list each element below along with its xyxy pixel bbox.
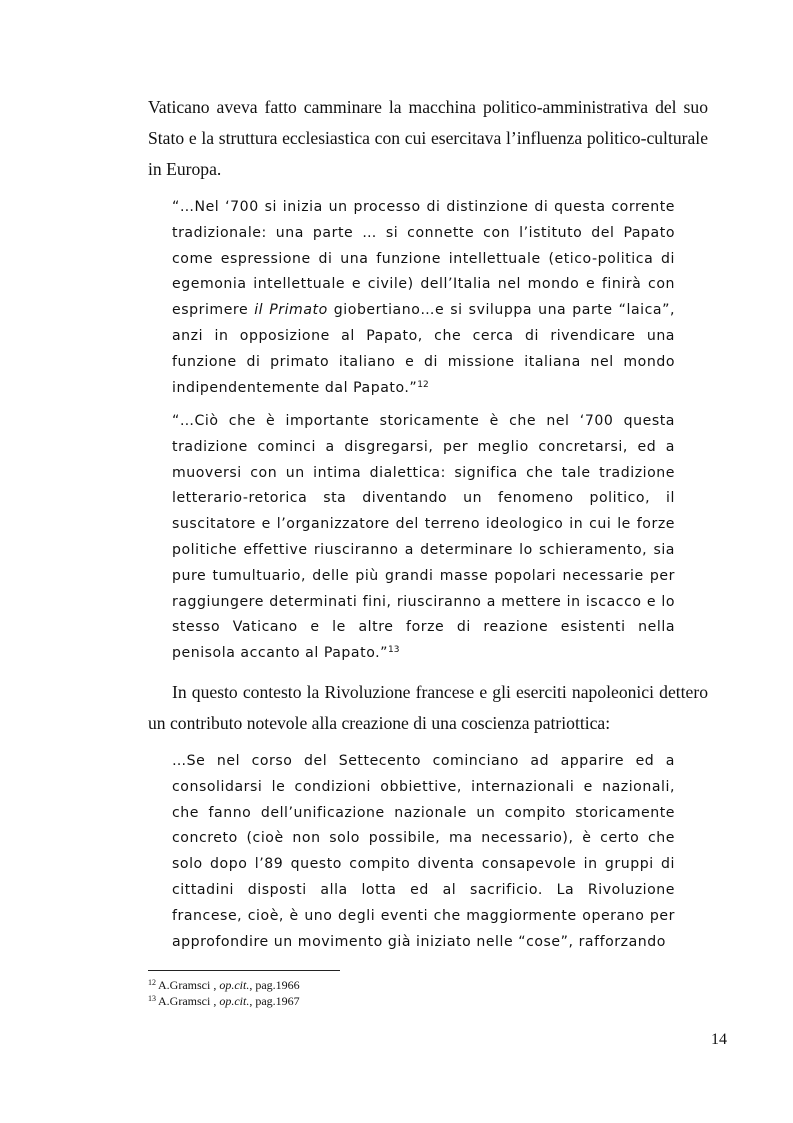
footnote-work: op.cit.	[219, 978, 250, 992]
footnote-page: , pag.1967	[249, 993, 300, 1008]
footnote-number: 13	[148, 993, 156, 1003]
body-paragraph-1: Vaticano aveva fatto camminare la macchina politico-amministrativa del suo Stato e la struttura ecclesiastica con cui esercitava l’influenza politico-culturale in Europa.	[148, 97, 708, 179]
page-number: 14	[711, 1031, 727, 1048]
footnote-author: A.Gramsci ,	[158, 978, 217, 992]
block-quote-3: …Se nel corso del Settecento cominciano ad apparire ed a consolidarsi le condizioni obbiettive, internazionali e nazionali, che fanno dell’unificazione nazionale un compito storicamente concreto (cioè non solo possibile, ma necessario), è certo che solo dopo l’89 questo compito diventa consapevole in gruppi di cittadini disposti alla lotta ed al sacrificio. La Rivoluzione francese, cioè, è uno degli eventi che maggiormente operano per approfondire un movimento già iniziato nelle “cose”, rafforzando	[172, 753, 675, 950]
footnote-12	[148, 978, 548, 994]
footnote-separator	[148, 970, 340, 971]
footnote-ref-12: 12	[417, 379, 429, 390]
footnote-work: op.cit.	[219, 993, 250, 1008]
footnote-number: 12	[148, 978, 156, 987]
quote-1-text-a: “…Nel ‘700 si inizia un processo di distinzione di questa corrente tradizionale: una parte … si connette con l’istituto del Papato come espressione di una funzione intellettuale (etico-politica di egemonia intellettuale e civile) dell’Italia nel mondo e finirà con esprimere	[172, 199, 675, 319]
footnote-author: A.Gramsci ,	[158, 993, 217, 1008]
quote-1-text-b: giobertiano…e si sviluppa una parte “laica”, anzi in opposizione al Papato, che cerca di rivendicare una funzione di primato italiano e di missione italiana nel mondo indipendentemente dal Papato.”	[172, 302, 675, 396]
footnote-13	[148, 994, 548, 1010]
quote-2-text: “…Ciò che è importante storicamente è che nel ‘700 questa tradizione cominci a disgregarsi, per meglio concretarsi, ed a muoversi con un intima dialettica: significa che tale tradizione letterario-retorica sta diventando un fenomeno politico, il suscitatore e l’organizzatore del terreno ideologico in cui le forze politiche effettive riusciranno a determinare lo schieramento, sia pure tumultuario, delle più grandi masse popolari necessarie per raggiungere determinati fini, riusciranno a mettere in iscacco e lo stesso Vaticano e le altre forze di reazione esistenti nella penisola accanto al Papato.”	[172, 413, 675, 662]
footnote-ref-13: 13	[388, 645, 400, 656]
quote-1-emphasis: il Primato	[254, 302, 328, 319]
footnote-page: , pag.1966	[249, 978, 300, 992]
body-paragraph-2: In questo contesto la Rivoluzione francese e gli eserciti napoleonici dettero un contributo notevole alla creazione di una coscienza patriottica:	[148, 682, 708, 733]
block-quote-2	[172, 409, 675, 667]
footnotes	[148, 978, 548, 1009]
block-quote-1	[172, 195, 675, 401]
